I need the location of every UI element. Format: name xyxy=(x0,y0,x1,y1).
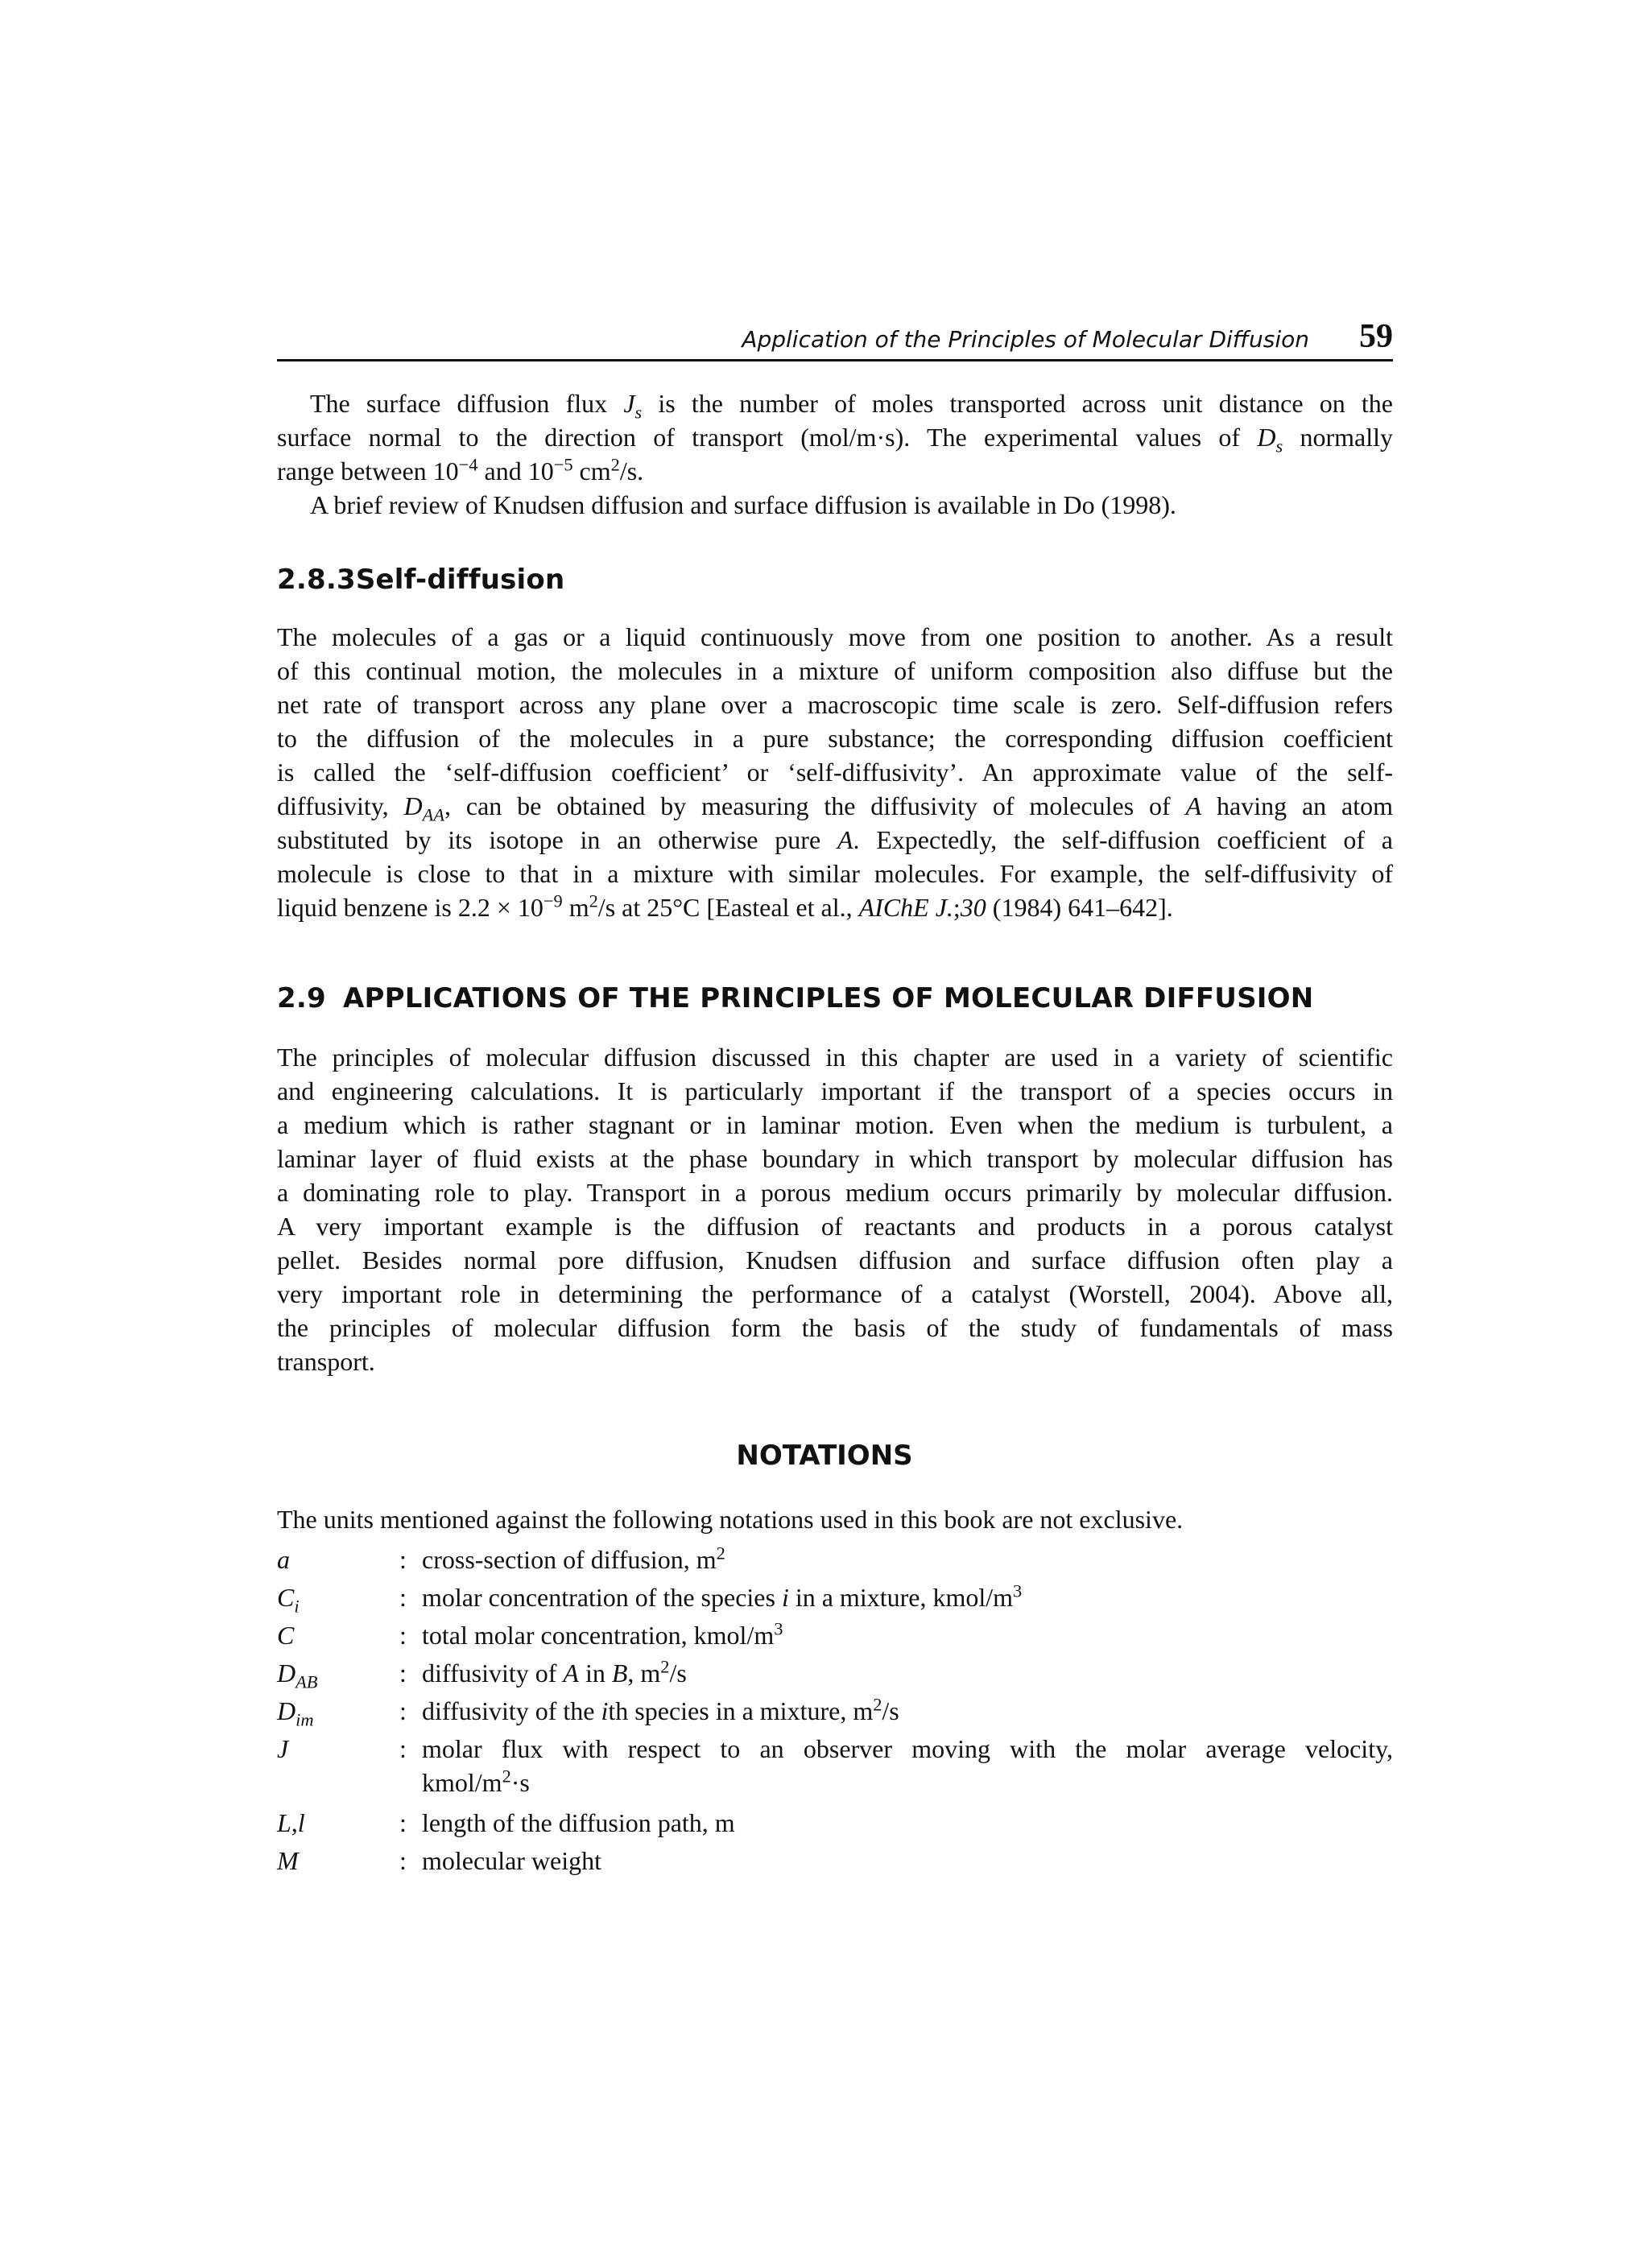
text-line: is called the ‘self-diffusion coefficient’ or ‘self-diffusivity’. An approximate value of the self- xyxy=(277,758,1393,787)
text-run: is the number of moles transported across unit distance on the xyxy=(642,389,1394,418)
notation-symbol: L,l xyxy=(277,1808,305,1837)
text-line xyxy=(277,386,1394,423)
notation-description: molecular weight xyxy=(422,1846,602,1875)
notation-item xyxy=(277,1732,1393,1806)
notation-description: molar flux with respect to an observer moving with the molar average velocity, kmol/$m^2\cdot s$ xyxy=(422,1734,1393,1797)
math-symbol: A xyxy=(1185,791,1202,820)
math-subscript: s xyxy=(634,402,643,423)
notation-colon: : xyxy=(399,1659,407,1688)
text-line xyxy=(277,890,1393,924)
notations-title: NOTATIONS xyxy=(736,1440,913,1472)
text-line: the principles of molecular diffusion form the basis of the study of fundamentals of mass xyxy=(277,1313,1393,1342)
text-line xyxy=(277,454,1393,488)
exponent: 2 xyxy=(589,890,598,911)
text-run: having an atom xyxy=(1201,791,1394,820)
notation-item xyxy=(277,1806,1393,1844)
notation-colon: : xyxy=(399,1545,407,1574)
notation-symbol: C xyxy=(277,1621,295,1650)
math-symbol: A xyxy=(837,825,853,854)
text-run: cm xyxy=(572,456,611,485)
text-run: The surface diffusion flux xyxy=(310,389,624,418)
text-line: The molecules of a gas or a liquid continuously move from one position to another. As a result xyxy=(277,622,1393,651)
text-line: molecule is close to that in a mixture with similar molecules. For example, the self-diffusivity of xyxy=(277,859,1393,888)
section-heading-2-9 xyxy=(277,981,1313,1016)
notation-colon: : xyxy=(399,1808,407,1837)
text-run: , can be obtained by measuring the diffusivity of molecules of xyxy=(444,791,1186,820)
exponent: −9 xyxy=(543,890,563,911)
math-symbol: D xyxy=(403,791,423,820)
exponent: −4 xyxy=(458,454,478,475)
running-header xyxy=(277,319,1393,361)
text-line: transport. xyxy=(277,1347,375,1376)
math-symbol: D xyxy=(1257,423,1276,452)
header-rule xyxy=(277,359,1393,361)
section-title: Self-diffusion xyxy=(355,564,565,596)
applications-paragraph xyxy=(277,1040,1393,1378)
notation-symbol: a xyxy=(277,1545,290,1574)
math-subscript: s xyxy=(1275,436,1283,456)
text-run: /s. xyxy=(619,456,644,485)
text-line: The principles of molecular diffusion discussed in this chapter are used in a variety of scientific xyxy=(277,1043,1393,1072)
text-line: a dominating role to play. Transport in a porous medium occurs primarily by molecular diffusion. xyxy=(277,1178,1393,1207)
notations-intro xyxy=(277,1502,1393,1536)
intro-paragraph xyxy=(277,386,1393,522)
text-line: a medium which is rather stagnant or in laminar motion. Even when the medium is turbulent, a xyxy=(277,1110,1393,1139)
math-symbol: J xyxy=(623,389,635,418)
exponent: 2 xyxy=(610,454,620,475)
text-run: /s at 25°C [Easteal et al., xyxy=(597,893,859,922)
text-run: ; xyxy=(953,893,961,922)
notation-item xyxy=(277,1656,1393,1694)
text-line: and engineering calculations. It is particularly important if the transport of a species occurs in xyxy=(277,1076,1393,1105)
text-line: A brief review of Knudsen diffusion and surface diffusion is available in Do (1998). xyxy=(310,490,1176,519)
journal-volume: 30 xyxy=(960,893,986,922)
notation-item xyxy=(277,1580,1393,1618)
text-line: laminar layer of fluid exists at the phase boundary in which transport by molecular diffusion has xyxy=(277,1144,1393,1173)
notation-item xyxy=(277,1694,1393,1732)
journal-name: AIChE J. xyxy=(858,893,953,922)
text-line xyxy=(277,789,1393,823)
notation-symbol: $D_{AB}$ xyxy=(277,1659,318,1692)
text-run: substituted by its isotope in an otherwise pure xyxy=(277,825,837,854)
section-number: 2.8.3 xyxy=(277,564,356,596)
page-number: 59 xyxy=(1359,318,1393,355)
section-heading-2-8-3 xyxy=(277,562,564,597)
notation-colon: : xyxy=(399,1621,407,1650)
text-run: normally xyxy=(1283,423,1394,452)
running-title: Application of the Principles of Molecular Diffusion xyxy=(742,326,1309,353)
text-run: . Expectedly, the self-diffusion coefficient of a xyxy=(853,825,1394,854)
notation-symbol: $D_{im}$ xyxy=(277,1696,314,1730)
text-run: diffusivity, xyxy=(277,791,404,820)
notation-description: length of the diffusion path, m xyxy=(422,1808,735,1837)
text-line: of this continual motion, the molecules in a mixture of uniform composition also diffuse but the xyxy=(277,656,1393,685)
text-line xyxy=(277,823,1393,857)
notation-description: diffusivity of the ith species in a mixture, $m^2/s$ xyxy=(422,1694,899,1725)
text-run: and 10 xyxy=(477,456,554,485)
notation-colon: : xyxy=(399,1696,407,1725)
notation-colon: : xyxy=(399,1846,407,1875)
notation-symbol: J xyxy=(277,1734,289,1763)
notation-list xyxy=(277,1543,1393,1882)
notation-colon: : xyxy=(399,1734,407,1763)
text-line: pellet. Besides normal pore diffusion, Knudsen diffusion and surface diffusion often play a xyxy=(277,1246,1393,1274)
notation-description: diffusivity of A in B, $m^2/s$ xyxy=(422,1656,687,1688)
notation-item xyxy=(277,1844,1393,1882)
notation-symbol: M xyxy=(277,1846,299,1875)
text-run: range between 10 xyxy=(277,456,459,485)
section-number: 2.9 xyxy=(277,982,326,1014)
self-diffusion-paragraph xyxy=(277,620,1393,924)
text-run: surface normal to the direction of transport (mol/m·s). The experimental values of xyxy=(277,423,1258,452)
text-line: very important role in determining the performance of a catalyst (Worstell, 2004). Above all, xyxy=(277,1279,1393,1308)
text-run: m xyxy=(562,893,589,922)
notation-symbol: $C_i$ xyxy=(277,1583,300,1617)
notation-item xyxy=(277,1543,1393,1580)
exponent: −5 xyxy=(553,454,573,475)
notation-description: molar concentration of the species i in a mixture, kmol/$m^3$ xyxy=(422,1580,1023,1612)
text-line: A very important example is the diffusion of reactants and products in a porous catalyst xyxy=(277,1212,1393,1241)
text-line: net rate of transport across any plane over a macroscopic time scale is zero. Self-diffusion refers xyxy=(277,690,1393,719)
section-title: APPLICATIONS OF THE PRINCIPLES OF MOLECULAR DIFFUSION xyxy=(343,982,1314,1014)
math-subscript: AA xyxy=(422,804,445,825)
text-line xyxy=(277,420,1393,454)
text-run: liquid benzene is 2.2 × 10 xyxy=(277,893,543,922)
notation-colon: : xyxy=(399,1583,407,1612)
notation-description: cross-section of diffusion, $m^2$ xyxy=(422,1543,725,1574)
text-run: (1984) 641–642]. xyxy=(986,893,1173,922)
text-line: The units mentioned against the following notations used in this book are not exclusive. xyxy=(277,1505,1184,1534)
notation-description: total molar concentration, kmol/$m^3$ xyxy=(422,1618,783,1650)
text-line: to the diffusion of the molecules in a pure substance; the corresponding diffusion coefficient xyxy=(277,724,1393,753)
notation-item xyxy=(277,1618,1393,1656)
